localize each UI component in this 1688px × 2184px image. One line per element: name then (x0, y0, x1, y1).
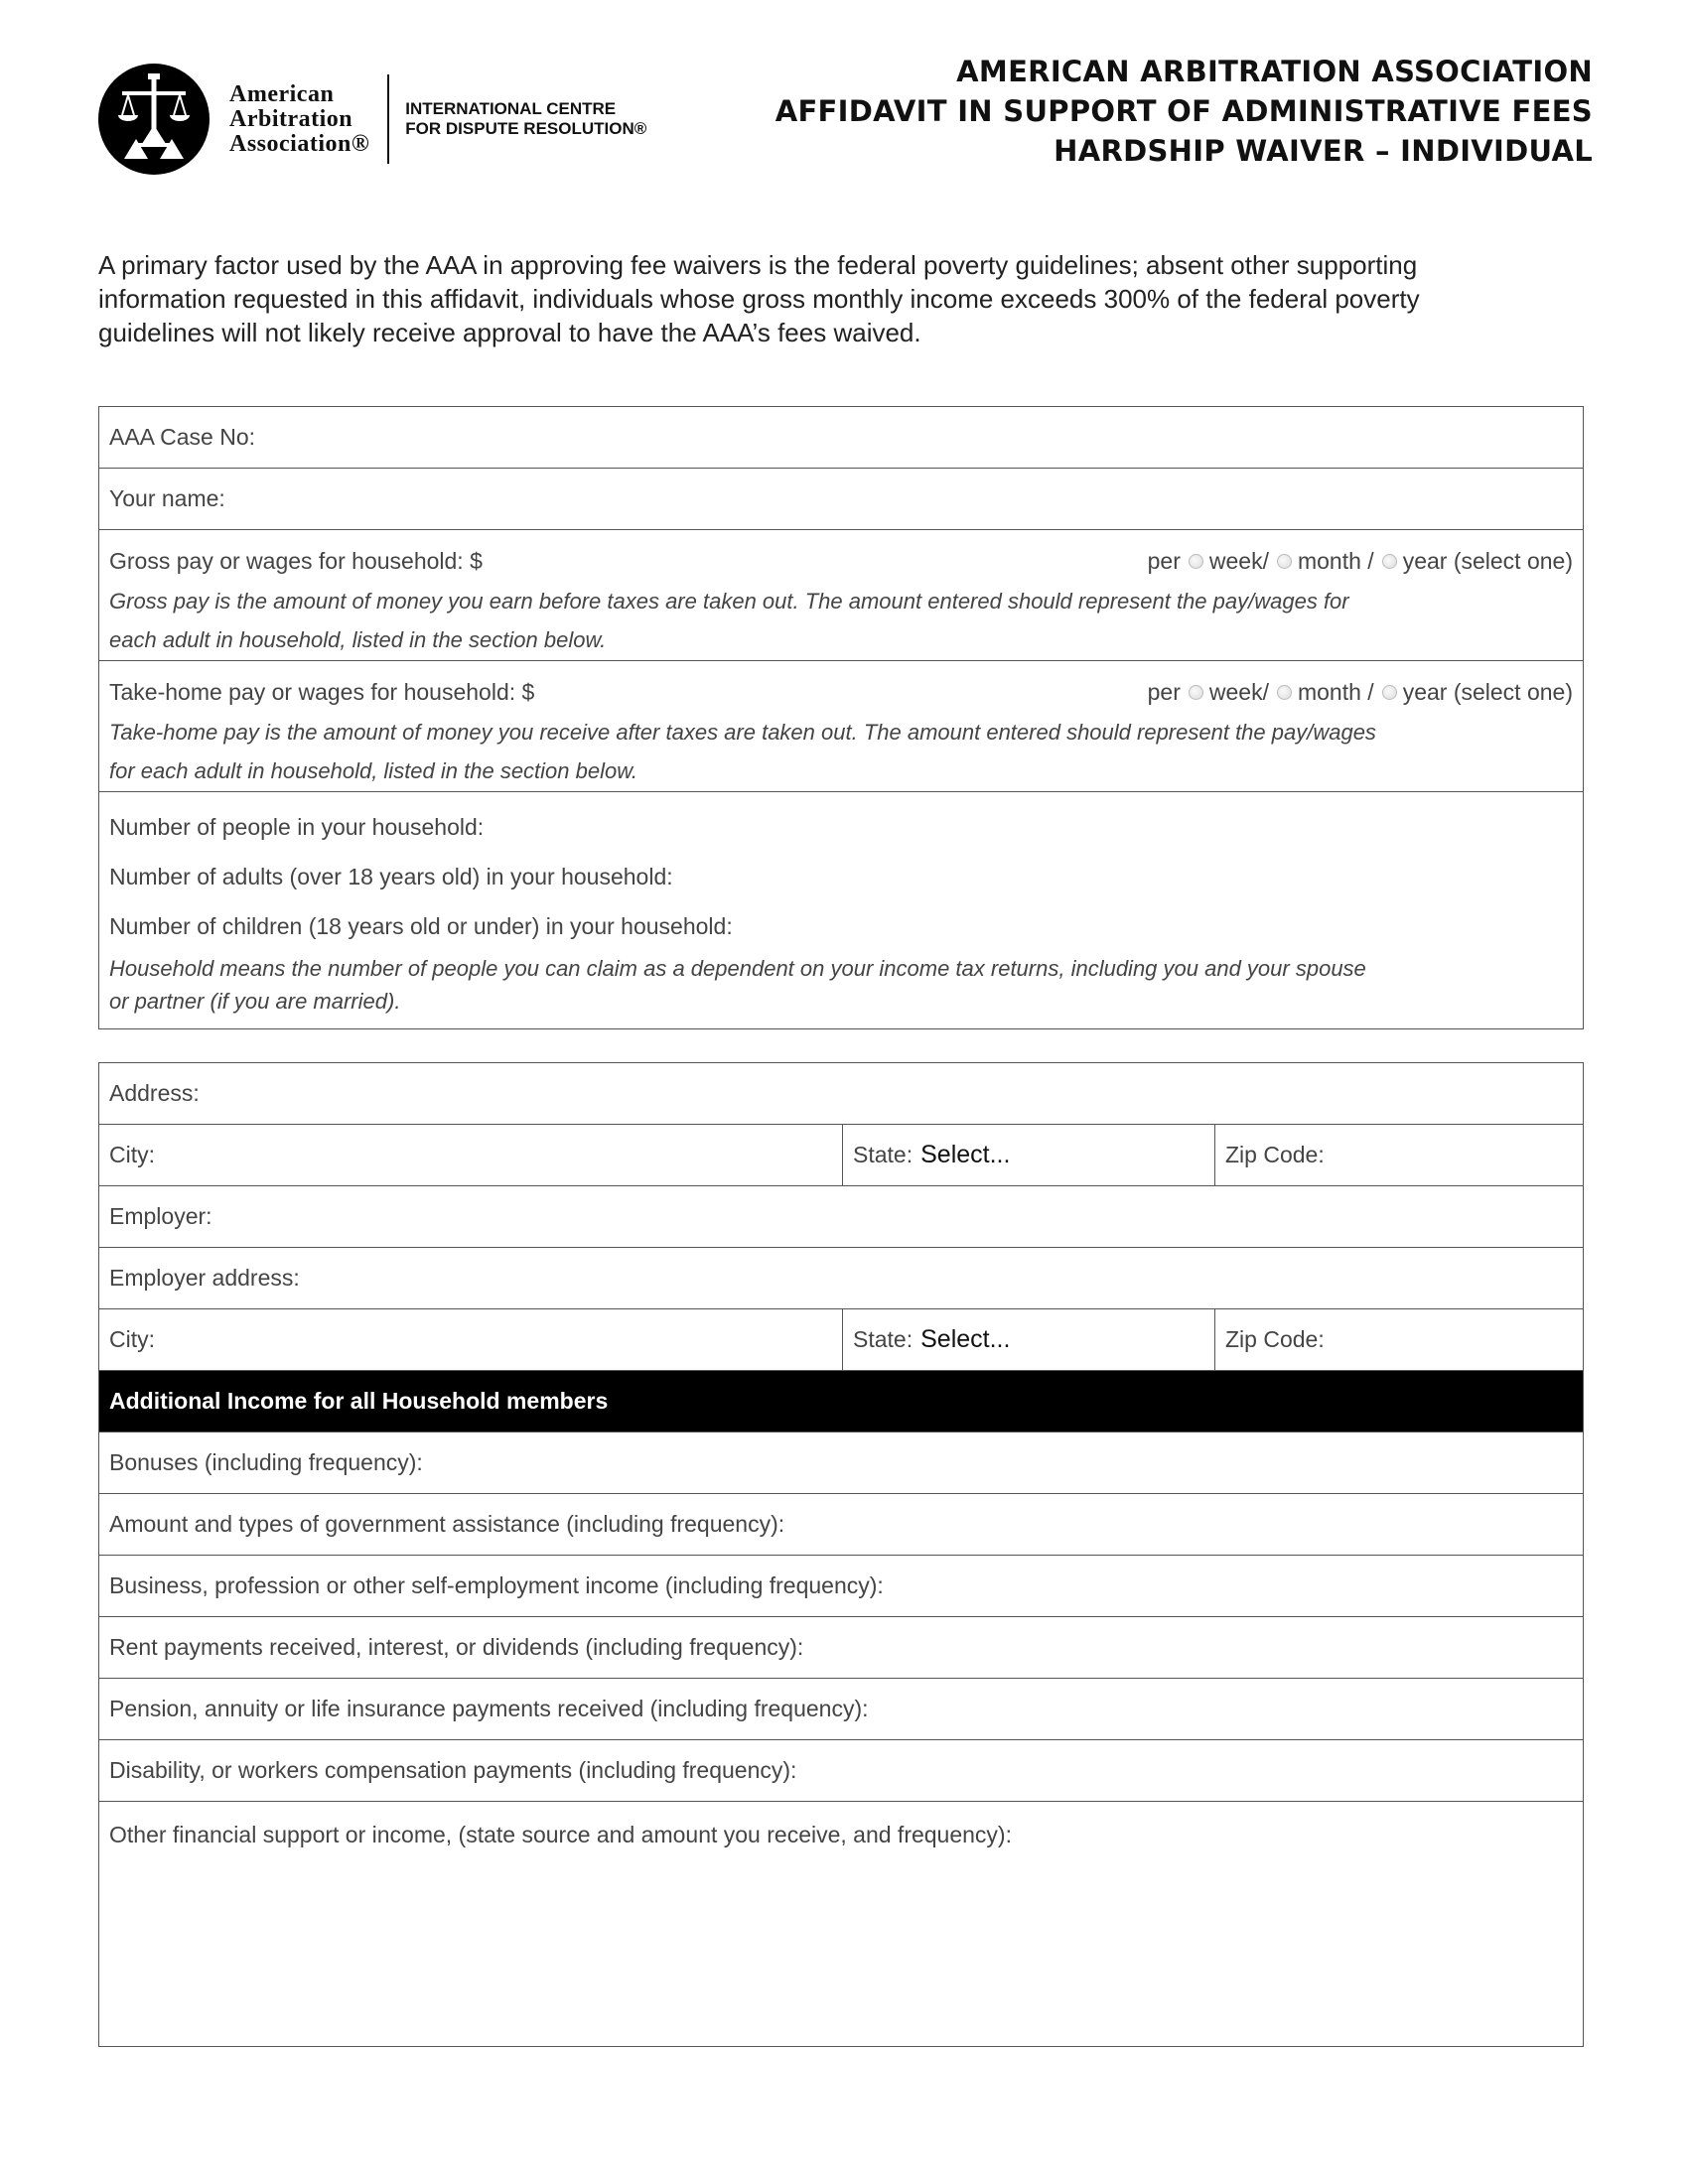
gross-pay-field[interactable]: Gross pay or wages for household: $ (109, 547, 483, 574)
intro-line-2: information requested in this affidavit, individuals whose gross monthly income exceeds 300% of the federal poverty (98, 284, 1420, 314)
icdr-wordmark (405, 99, 646, 139)
rent-dividends-label: Rent payments received, interest, or dividends (including frequency): (109, 1634, 804, 1660)
takehome-week-radio[interactable] (1189, 685, 1203, 700)
disability-label: Disability, or workers compensation payments (including frequency): (109, 1757, 797, 1783)
gov-assistance-field[interactable] (99, 1494, 1583, 1556)
your-name-field[interactable] (99, 469, 1583, 530)
employer-label: Employer: (109, 1203, 212, 1229)
household-row (99, 792, 1583, 1028)
takehome-pay-field[interactable]: Take-home pay or wages for household: $ (109, 678, 535, 705)
pension-field[interactable] (99, 1679, 1583, 1740)
gross-year-label: year (select one) (1402, 547, 1573, 574)
gross-per-label: per (1147, 547, 1181, 574)
gross-pay-row (99, 530, 1583, 661)
address-income-section (98, 1062, 1584, 2047)
takehome-year-label: year (select one) (1402, 678, 1573, 705)
household-adults-field[interactable]: Number of adults (over 18 years old) in your household: (109, 863, 673, 889)
state-select[interactable]: Select... (920, 1141, 1011, 1168)
bonuses-label: Bonuses (including frequency): (109, 1449, 423, 1475)
takehome-note-line-2: for each adult in household, listed in the section below. (109, 758, 638, 783)
gross-frequency-radio-group (1148, 548, 1573, 575)
title-line-3: HARDSHIP WAIVER – INDIVIDUAL (1054, 134, 1593, 168)
intro-line-3: guidelines will not likely receive approval to have the AAA’s fees waived. (98, 318, 921, 347)
logo-line-3: Association® (229, 130, 370, 157)
address-field[interactable] (99, 1063, 1583, 1125)
additional-income-banner (99, 1371, 1583, 1433)
gross-month-label: month / (1297, 547, 1374, 574)
self-employment-field[interactable] (99, 1556, 1583, 1617)
employer-address-label: Employer address: (109, 1265, 300, 1291)
takehome-per-label: per (1147, 678, 1181, 705)
intro-paragraph (98, 248, 1588, 349)
employer-zip-field[interactable] (1215, 1309, 1583, 1370)
household-people-field[interactable]: Number of people in your household: (109, 813, 485, 840)
employer-state-field (843, 1309, 1215, 1370)
household-note-line-1: Household means the number of people you can claim as a dependent on your income tax returns, including you and your spouse (109, 956, 1366, 981)
case-no-label: AAA Case No: (109, 424, 256, 450)
employer-address-field[interactable] (99, 1248, 1583, 1309)
icdr-line-2: FOR DISPUTE RESOLUTION® (405, 119, 647, 138)
takehome-note-line-1: Take-home pay is the amount of money you receive after taxes are taken out. The amount entered should represent the pay/wages (109, 720, 1376, 745)
zip-label: Zip Code: (1225, 1142, 1325, 1167)
icdr-line-1: INTERNATIONAL CENTRE (405, 99, 617, 118)
state-field (843, 1125, 1215, 1185)
title-line-2: AFFIDAVIT IN SUPPORT OF ADMINISTRATIVE FEES (774, 94, 1593, 128)
logo-divider (387, 74, 389, 164)
pension-label: Pension, annuity or life insurance payments received (including frequency): (109, 1696, 869, 1721)
document-title (775, 52, 1593, 171)
takehome-year-radio[interactable] (1382, 685, 1397, 700)
city-state-zip-row (99, 1125, 1583, 1186)
city-field[interactable] (99, 1125, 843, 1185)
other-income-label: Other financial support or income, (state source and amount you receive, and frequency): (109, 1822, 1012, 1847)
logo-wordmark (229, 82, 369, 157)
employer-zip-label: Zip Code: (1225, 1326, 1325, 1352)
city-label: City: (109, 1142, 155, 1167)
takehome-week-label: week/ (1208, 678, 1269, 705)
household-note-line-2: or partner (if you are married). (109, 989, 401, 1014)
gross-week-label: week/ (1208, 547, 1269, 574)
gross-month-radio[interactable] (1277, 554, 1292, 569)
aaa-logo (98, 64, 646, 175)
employer-state-label: State: (853, 1326, 914, 1352)
title-line-1: AMERICAN ARBITRATION ASSOCIATION (956, 55, 1593, 88)
disability-field[interactable] (99, 1740, 1583, 1802)
employer-city-state-zip-row (99, 1309, 1583, 1371)
logo-line-2: Arbitration (229, 105, 353, 132)
gross-note-line-1: Gross pay is the amount of money you earn before taxes are taken out. The amount entered should represent the pay/wages for (109, 589, 1349, 614)
logo-line-1: American (229, 80, 335, 107)
gov-assistance-label: Amount and types of government assistance (including frequency): (109, 1511, 785, 1537)
gross-note-line-2: each adult in household, listed in the section below. (109, 627, 607, 652)
other-income-field[interactable] (99, 1802, 1583, 2046)
takehome-month-label: month / (1297, 678, 1374, 705)
takehome-month-radio[interactable] (1277, 685, 1292, 700)
employer-city-label: City: (109, 1326, 155, 1352)
additional-income-heading: Additional Income for all Household members (109, 1388, 609, 1414)
takehome-frequency-radio-group (1148, 679, 1573, 706)
income-section (98, 406, 1584, 1029)
case-no-field[interactable] (99, 407, 1583, 469)
gross-year-radio[interactable] (1382, 554, 1397, 569)
employer-field[interactable] (99, 1186, 1583, 1248)
your-name-label: Your name: (109, 485, 225, 511)
zip-field[interactable] (1215, 1125, 1583, 1185)
household-children-field[interactable]: Number of children (18 years old or under) in your household: (109, 912, 733, 939)
scales-of-justice-icon (98, 64, 210, 175)
takehome-pay-row (99, 661, 1583, 792)
bonuses-field[interactable] (99, 1433, 1583, 1494)
self-employment-label: Business, profession or other self-employment income (including frequency): (109, 1572, 884, 1598)
gross-week-radio[interactable] (1189, 554, 1203, 569)
intro-line-1: A primary factor used by the AAA in approving fee waivers is the federal poverty guidelines; absent other supporting (98, 250, 1418, 280)
employer-city-field[interactable] (99, 1309, 843, 1370)
rent-dividends-field[interactable] (99, 1617, 1583, 1679)
state-label: State: (853, 1142, 914, 1167)
employer-state-select[interactable]: Select... (920, 1325, 1011, 1353)
address-label: Address: (109, 1080, 200, 1106)
